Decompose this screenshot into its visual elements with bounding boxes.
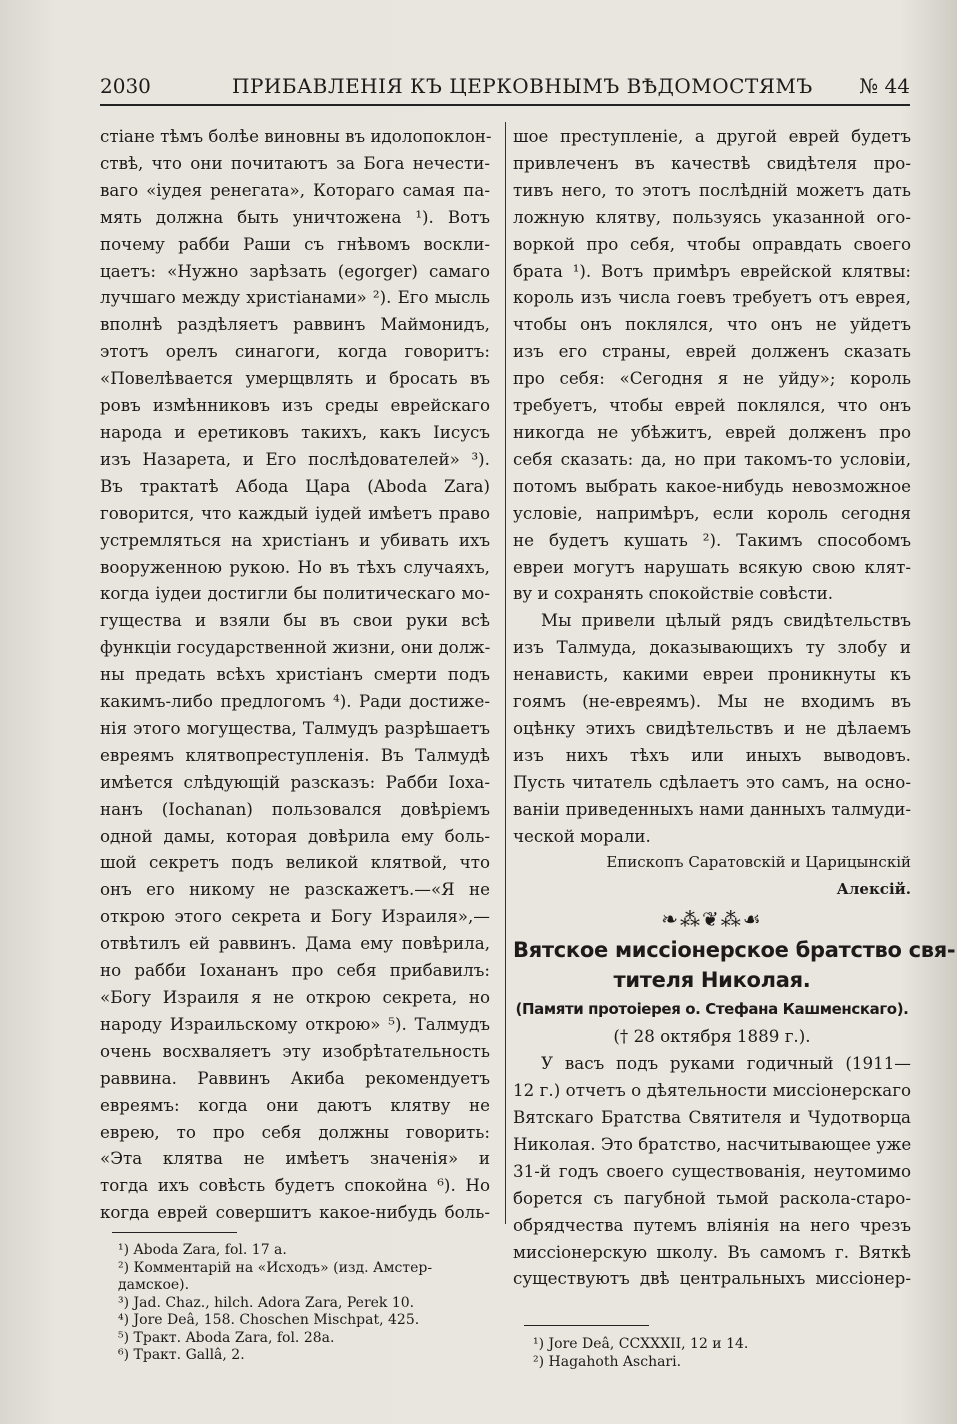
text-line: народу Израильскому открою» ⁵). Талмудъ <box>100 1013 490 1034</box>
text-line: открою этого секрета и Богу Израиля»,— <box>100 906 490 927</box>
text-line: нанъ (Iochanan) пользовался довѣріемъ <box>100 798 490 819</box>
left-footnotes <box>118 1242 488 1365</box>
text-line: условіе, напримѣръ, если король сегодня <box>513 502 911 523</box>
running-title: ПРИБАВЛЕНІЯ КЪ ЦЕРКОВНЫМЪ ВѢДОМОСТЯМЪ <box>232 74 813 98</box>
text-line: отвѣтилъ ей раввинъ. Дама ему повѣрила, <box>100 933 490 954</box>
text-line: тогда ихъ совѣсть будетъ спокойна ⁶). Но <box>100 1175 490 1196</box>
text-line: «Богу Израиля я не открою секрета, но <box>100 987 490 1007</box>
text-line: чтобы онъ поклялся, что онъ не уйдетъ <box>513 314 911 335</box>
text-line: говорится, что каждый іудей имѣетъ право <box>100 502 490 523</box>
conclusion-paragraph <box>513 607 911 849</box>
text-line: изъ его страны, еврей долженъ сказать <box>513 341 911 362</box>
text-line: евреямъ: когда они даютъ клятву не <box>100 1094 490 1115</box>
text-line: изъ нихъ тѣхъ или иныхъ выводовъ. <box>513 744 911 765</box>
article-title-line1: Вятское миссіонерское братство свя- <box>513 938 956 963</box>
footnote: ⁵) Тракт. Aboda Zara, fol. 28a. <box>118 1329 335 1346</box>
footnote-rule-left <box>112 1232 237 1233</box>
text-line: Вятскаго Братства Святителя и Чудотворца <box>513 1107 911 1127</box>
text-line: цаетъ: «Нужно зарѣзать (egorger) самаго <box>100 260 490 281</box>
text-line: раввина. Раввинъ Акиба рекомендуетъ <box>100 1067 490 1088</box>
text-line: У васъ подъ руками годичный (1911— <box>541 1053 911 1074</box>
text-line: еврею, то про себя должны говорить: <box>100 1121 490 1142</box>
text-line: ваго «іудея ренегата», Котораго самая па- <box>100 179 490 200</box>
article-title <box>513 935 956 995</box>
text-line: очень восхваляетъ эту изобрѣтательность <box>100 1040 490 1061</box>
text-line: почему рабби Раши съ гнѣвомъ воскли- <box>100 233 490 254</box>
text-line: ствѣ, что они почитаютъ за Бога нечести- <box>100 152 490 173</box>
article-subtitle: (Памяти протоіерея о. Стефана Кашменскаго). <box>515 1000 909 1019</box>
signature-line1: Епископъ Саратовскій и Царицынскій <box>606 853 911 872</box>
text-line: этотъ орелъ синагоги, когда говоритъ: <box>100 341 490 362</box>
text-line: онъ его никому не разскажетъ.—«Я не <box>100 879 490 900</box>
text-line: функціи государственной жизни, они долж- <box>100 637 491 658</box>
issue-number: № 44 <box>859 74 910 98</box>
text-line: потомъ выбрать какое-нибудь невозможное <box>513 475 911 496</box>
text-line: «Эта клятва не имѣетъ значенія» и <box>100 1148 490 1169</box>
text-line: оцѣнку этихъ свидѣтельствъ и не дѣлаемъ <box>513 717 911 738</box>
text-line: гущества и взяли бы въ свои руки всѣ <box>100 610 490 631</box>
page-number: 2030 <box>100 74 151 98</box>
text-line: король изъ числа гоевъ требуетъ отъ еврея, <box>513 287 911 308</box>
footnote: ³) Jad. Chaz., hilch. Adora Zara, Perek 10. <box>118 1294 415 1311</box>
text-line: изъ Талмуда, доказывающихъ ту злобу и <box>513 637 911 658</box>
footnote: ¹) Aboda Zara, fol. 17 a. <box>118 1242 287 1258</box>
text-line: лучшаго между христіанами» ²). Его мысль <box>100 287 490 308</box>
text-line: ровъ измѣнниковъ изъ среды еврейскаго <box>100 395 490 416</box>
text-line: какимъ-либо предлогомъ ⁴). Ради достиже- <box>100 691 490 712</box>
text-line: шой секретъ подъ великой клятвой, что <box>100 852 490 873</box>
text-line: имѣется слѣдующій разсказъ: Рабби Іоха- <box>100 771 490 792</box>
text-line: когда еврей совершитъ какое-нибудь боль- <box>100 1202 490 1223</box>
text-line: тивъ него, то этотъ послѣдній можетъ дать <box>513 179 911 200</box>
text-line: изъ Назарета, и Его послѣдователей» ³). <box>100 448 490 469</box>
footnote: ²) Комментарій на «Исходъ» (изд. Амстер- <box>118 1259 433 1276</box>
column-divider <box>505 122 506 1224</box>
text-line: себя сказать: да, но при такомъ-то условіи, <box>513 448 911 469</box>
text-line: Пусть читатель сдѣлаетъ это самъ, на осно- <box>513 771 911 792</box>
article-body <box>513 1050 911 1292</box>
text-line: устремляться на христіанъ и убивать ихъ <box>100 529 490 550</box>
text-line: стіане тѣмъ болѣе виновны въ идолопоклон- <box>100 126 492 146</box>
text-line: «Повелѣвается умерщвлять и бросать въ <box>100 368 490 389</box>
text-line: воркой про себя, чтобы оправдать своего <box>513 233 911 254</box>
text-line: не будетъ кушать ²). Такимъ способомъ <box>513 529 911 550</box>
text-line: шое преступленіе, а другой еврей будетъ <box>513 126 911 146</box>
text-line: про себя: «Сегодня я не уйду»; король <box>513 368 911 389</box>
text-line: требуетъ, чтобы еврей поклялся, что онъ <box>513 395 911 416</box>
text-line: евреямъ клятвопреступленія. Въ Талмудѣ <box>100 744 490 765</box>
text-line: народа и еретиковъ такихъ, какъ Іисусъ <box>100 421 490 442</box>
text-line: ненависть, какими евреи проникнуты къ <box>513 664 911 685</box>
right-column <box>513 123 956 1292</box>
text-line: обрядчества путемъ вліянія на него чрезъ <box>513 1214 911 1235</box>
text-line: 31-й годъ своего существованія, неутомимо <box>513 1160 911 1181</box>
text-line: ложную клятву, пользуясь указанной ого- <box>513 206 911 227</box>
text-line: ву и сохранять спокойствіе совѣсти. <box>513 583 834 604</box>
text-line: никогда не убѣжитъ, еврей долженъ про <box>513 421 911 442</box>
text-line: гоямъ (не-евреямъ). Мы не входимъ въ <box>513 691 911 712</box>
left-column <box>100 123 490 1226</box>
text-line: брата ¹). Вотъ примѣръ еврейской клятвы: <box>513 260 911 281</box>
article-date: († 28 октября 1889 г.). <box>613 1026 811 1047</box>
text-line: ваніи приведенныхъ нами данныхъ талмуди- <box>513 798 911 819</box>
text-line: ческой морали. <box>513 825 651 846</box>
text-line: одной дамы, которая довѣрила ему боль- <box>100 825 490 846</box>
footnote-rule-right <box>524 1325 649 1326</box>
footnote: ¹) Jore Deâ, CCXXXII, 12 и 14. <box>533 1336 749 1352</box>
text-line: когда іудеи достигли бы политическаго мо- <box>100 583 490 604</box>
text-line: привлеченъ въ качествѣ свидѣтеля про- <box>513 152 911 173</box>
ornament-divider: ❧⁂❦⁂☙ <box>661 907 763 932</box>
text-line: Николая. Это братство, насчитывающее уже <box>513 1133 912 1154</box>
right-column-text <box>513 123 911 607</box>
right-footnotes <box>533 1336 903 1371</box>
text-line: вооруженною рукою. Но въ тѣхъ случаяхъ, <box>100 556 490 577</box>
footnote: ⁴) Jore Deâ, 158. Choschen Mischpat, 425. <box>118 1312 420 1328</box>
text-line: Мы привели цѣлый рядъ свидѣтельствъ <box>541 610 911 631</box>
text-line: евреи могутъ нарушать всякую свою клят- <box>513 556 911 577</box>
text-line: нія этого могущества, Талмудъ разрѣшаетъ <box>100 717 490 738</box>
text-line: существуютъ двѣ центральныхъ миссіонер- <box>513 1268 911 1289</box>
text-line: миссіонерскую школу. Въ самомъ г. Вяткѣ <box>513 1241 911 1262</box>
text-line: 12 г.) отчетъ о дѣятельности миссіонерскаго <box>513 1080 911 1101</box>
text-line: вполнѣ раздѣляетъ раввинъ Маймонидъ, <box>100 314 490 335</box>
text-line: мять должна быть уничтожена ¹). Вотъ <box>100 206 490 227</box>
footnote: ⁶) Тракт. Gallâ, 2. <box>118 1347 245 1363</box>
page-header <box>100 70 910 106</box>
text-line: Въ трактатѣ Абода Цара (Aboda Zara) <box>100 475 490 496</box>
text-line: ны предать всѣхъ христіанъ смерти подъ <box>100 664 490 685</box>
footnote: ²) Hagahoth Aschari. <box>533 1353 682 1370</box>
signature-name: Алексій. <box>836 880 911 899</box>
article-title-line2: тителя Николая. <box>613 968 811 993</box>
text-line: борется съ пагубной тьмой раскола-старо- <box>513 1187 911 1208</box>
footnote: дамское). <box>118 1277 190 1293</box>
text-line: но рабби Іохананъ про себя прибавилъ: <box>100 960 490 981</box>
